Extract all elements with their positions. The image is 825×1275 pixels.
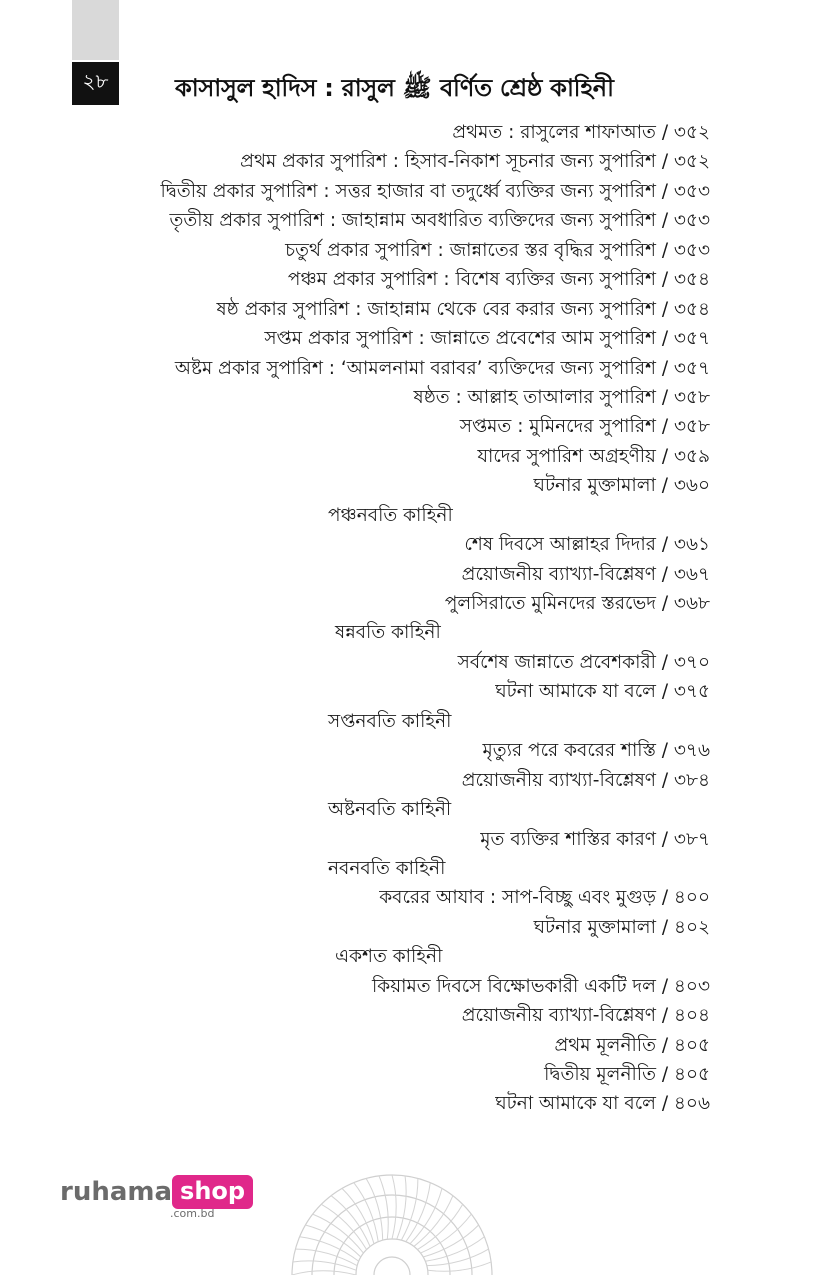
toc-entry: পঞ্চম প্রকার সুপারিশ : বিশেষ ব্যক্তির জন্য সুপারিশ / ৩৫৪ (287, 269, 710, 291)
toc-entry: প্রথম প্রকার সুপারিশ : হিসাব-নিকাশ সূচনার জন্য সুপারিশ / ৩৫২ (240, 151, 710, 173)
toc-entry: প্রয়োজনীয় ব্যাখ্যা-বিশ্লেষণ / ৩৮৪ (461, 769, 710, 791)
ruhamashop-logo (60, 1175, 253, 1220)
toc-entry: মৃত্যুর পরে কবরের শাস্তি / ৩৭৬ (482, 740, 710, 762)
toc-section-heading (0, 707, 825, 736)
toc-section-heading (0, 942, 825, 971)
toc-section-label: ষন্নবতি কাহিনী (335, 622, 441, 644)
toc-entry: কবরের আযাব : সাপ-বিচ্ছু এবং মুগুড় / ৪০০ (379, 887, 710, 909)
toc-entry: মৃত ব্যক্তির শাস্তির কারণ / ৩৮৭ (480, 828, 710, 850)
toc-section-label: নবনবতি কাহিনী (328, 857, 446, 879)
toc-entry: অষ্টম প্রকার সুপারিশ : ‘আমলনামা বরাবর’ ব্যক্তিদের জন্য সুপারিশ / ৩৫৭ (174, 357, 710, 379)
logo-text-shop: shop (172, 1175, 253, 1209)
toc-section-heading (0, 618, 825, 647)
toc-entry: ঘটনার মুক্তামালা / ৩৬০ (533, 475, 710, 497)
toc-entry: সর্বশেষ জান্নাতে প্রবেশকারী / ৩৭০ (457, 651, 710, 673)
logo-text-domain: .com.bd (170, 1207, 215, 1220)
toc-entry: তৃতীয় প্রকার সুপারিশ : জাহান্নাম অবধারিত ব্যক্তিদের জন্য সুপারিশ / ৩৫৩ (169, 210, 710, 232)
toc-entry: শেষ দিবসে আল্লাহর দিদার / ৩৬১ (464, 534, 710, 556)
toc-entry: সপ্তম প্রকার সুপারিশ : জান্নাতে প্রবেশের আম সুপারিশ / ৩৫৭ (264, 328, 710, 350)
toc-entry: সপ্তমত : মুমিনদের সুপারিশ / ৩৫৮ (459, 416, 710, 438)
toc-entry: ঘটনা আমাকে যা বলে / ৩৭৫ (495, 681, 710, 703)
mandala-ornament-icon (285, 1160, 500, 1275)
page-number: ২৮ (72, 62, 119, 105)
toc-entry: যাদের সুপারিশ অগ্রহণীয় / ৩৫৯ (477, 445, 710, 467)
toc-section-label: পঞ্চনবতি কাহিনী (328, 504, 453, 526)
toc-entry: ষষ্ঠ প্রকার সুপারিশ : জাহান্নাম থেকে বের করার জন্য সুপারিশ / ৩৫৪ (216, 298, 710, 320)
table-of-contents (0, 118, 825, 1119)
running-header-title: কাসাসুল হাদিস : রাসুল ﷺ বর্ণিত শ্রেষ্ঠ কাহিনী (175, 74, 614, 102)
toc-entry: পুলসিরাতে মুমিনদের স্তরভেদ / ৩৬৮ (444, 593, 710, 614)
toc-entry: প্রয়োজনীয় ব্যাখ্যা-বিশ্লেষণ / ৩৬৭ (461, 563, 710, 585)
toc-entry: দ্বিতীয় মূলনীতি / ৪০৫ (544, 1064, 710, 1085)
toc-section-heading (0, 854, 825, 883)
toc-entry: দ্বিতীয় প্রকার সুপারিশ : সত্তর হাজার বা তদুর্ধ্বে ব্যক্তির জন্য সুপারিশ / ৩৫৩ (160, 180, 710, 202)
toc-entry: চতুর্থ প্রকার সুপারিশ : জান্নাতের স্তর বৃদ্ধির সুপারিশ / ৩৫৩ (285, 239, 710, 261)
toc-entry: কিয়ামত দিবসে বিক্ষোভকারী একটি দল / ৪০৩ (371, 975, 710, 997)
toc-section-heading (0, 795, 825, 824)
toc-entry: প্রথমত : রাসুলের শাফাআত / ৩৫২ (452, 122, 710, 143)
toc-section-label: একশত কাহিনী (335, 946, 443, 968)
toc-entry: ষষ্ঠত : আল্লাহ তাআলার সুপারিশ / ৩৫৮ (413, 386, 710, 408)
toc-entry: প্রথম মূলনীতি / ৪০৫ (554, 1034, 710, 1056)
toc-section-label: অষ্টনবতি কাহিনী (328, 799, 452, 821)
page-tab-marker (72, 0, 119, 60)
toc-entry: ঘটনা আমাকে যা বলে / ৪০৬ (495, 1093, 710, 1115)
toc-section-heading (0, 501, 825, 530)
toc-entry: প্রয়োজনীয় ব্যাখ্যা-বিশ্লেষণ / ৪০৪ (461, 1005, 710, 1027)
logo-text-ruhama: ruhama (60, 1177, 173, 1207)
toc-section-label: সপ্তনবতি কাহিনী (328, 710, 452, 732)
toc-entry: ঘটনার মুক্তামালা / ৪০২ (533, 916, 710, 938)
